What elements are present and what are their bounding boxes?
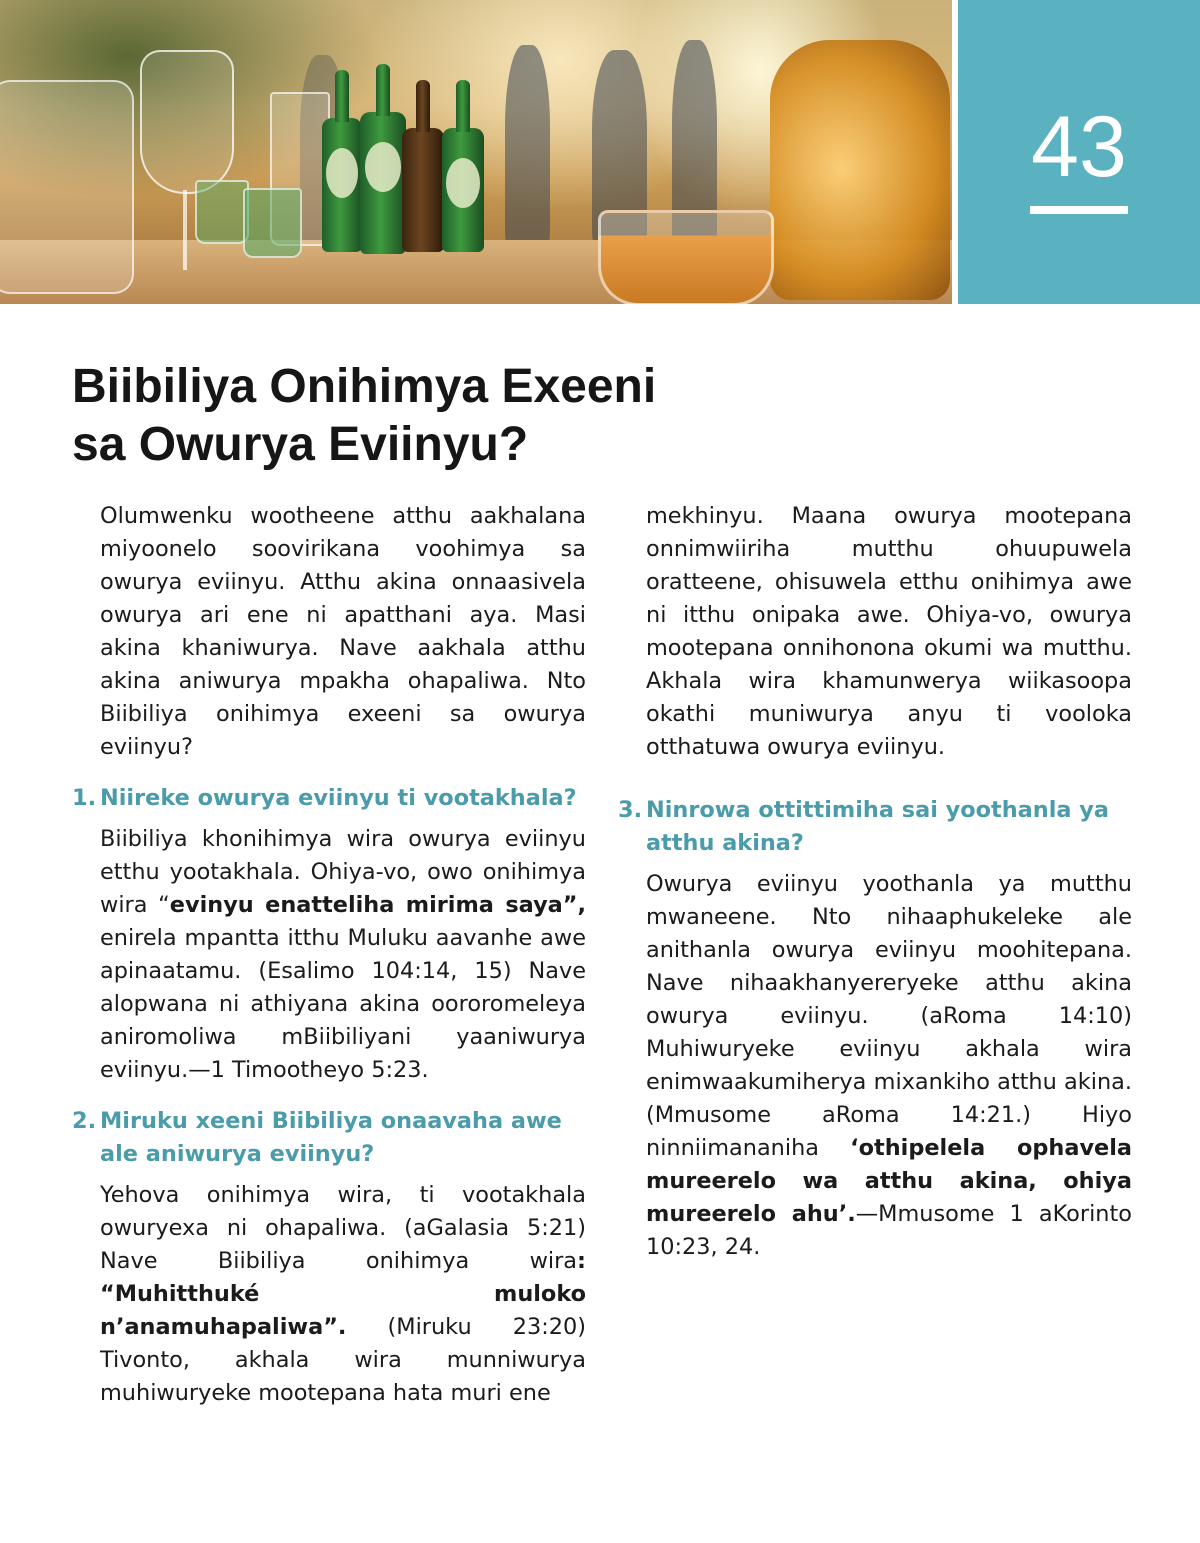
- answer-3-text-b: —Mmusome 1 aKorinto 10:23, 24.: [646, 1201, 1132, 1260]
- question-2-text: Miruku xeeni Biibiliya onaavaha awe ale aniwurya eviinyu?: [100, 1108, 562, 1167]
- photo-bottle: [322, 118, 362, 252]
- question-3: [618, 794, 1132, 860]
- page-title-line-2: sa Owurya Eviinyu?: [72, 418, 529, 471]
- answer-2-text-b: (Miruku 23:20) Tivonto, akhala wira munniwurya muhiwuryeke mootepana hata muri ene: [100, 1314, 586, 1406]
- answer-2-text-a: Yehova onihimya wira, ti vootakhala owuryexa ni ohapaliwa. (aGalasia 5:21) Nave Biibiliya onihimya wira: [100, 1182, 586, 1274]
- question-3-number: 3.: [618, 797, 643, 823]
- answer-2-paragraph: [100, 1179, 586, 1410]
- photo-wine-glass: [140, 50, 234, 194]
- photo-amber-bottle: [770, 40, 950, 300]
- answer-2-continued: mekhinyu. Maana owurya mootepana onnimwiiriha mutthu ohuupuwela oratteene, ohisuwela etthu onihimya awe ni itthu onipaka awe. Ohiya-vo, owurya mootepana onnihonona okumi wa mutthu. Akhala wira khamunwerya wiikasoopa okathi muniwurya anyu ti vooloka otthatuwa owurya eviinyu.: [646, 503, 1132, 760]
- question-2-number: 2.: [72, 1108, 97, 1134]
- page-title: [72, 358, 872, 474]
- photo-bottle: [360, 112, 406, 254]
- photo-ice-jar: [0, 80, 134, 294]
- photo-bottle: [442, 128, 484, 252]
- intro-paragraph: Olumwenku wootheene atthu aakhalana miyoonelo soovirikana voohimya sa owurya eviinyu. Atthu akina onnaasivela owurya ari ene ni apatthani aya. Masi akina khaniwurya. Nave aakhala atthu akina aniwurya mpakha ohapaliwa. Nto Biibiliya onihimya exeeni sa owurya eviinyu?: [100, 503, 586, 760]
- lesson-number-underline: [1030, 206, 1128, 214]
- answer-3-text-a: Owurya eviinyu yoothanla ya mutthu mwaneene. Nto nihaaphukeleke ale anithanla owurya eviinyu moohitepana. Nave nihaakhanyereryeke atthu akina owurya eviinyu. (aRoma 14:10) Muhiwuryeke eviinyu akhala wira enimwaakumiherya mixankiho atthu akina. (Mmusome aRoma 14:21.) Hiyo ninniimananiha: [646, 871, 1132, 1161]
- answer-1-text-a: Biibiliya khonihimya wira owurya eviinyu etthu yootakhala. Ohiya-vo, owo onihimya wira “: [100, 826, 586, 918]
- answer-3-quote: ‘othipelela ophavela mureerelo wa atthu akina, ohiya mureerelo ahu’.: [646, 1135, 1133, 1227]
- right-column: [618, 500, 1132, 1282]
- photo-beer-glass: [598, 210, 774, 304]
- question-2: [72, 1105, 586, 1171]
- answer-3-paragraph: [646, 868, 1132, 1264]
- photo-green-glass: [195, 180, 249, 244]
- lesson-number-tab: [958, 0, 1200, 304]
- photo-person: [505, 45, 550, 250]
- header-photo: [0, 0, 952, 304]
- photo-green-glass: [243, 188, 302, 258]
- lesson-number: 43: [1031, 99, 1127, 195]
- photo-bottle: [402, 128, 444, 252]
- question-1-text: Niireke owurya eviinyu ti vootakhala?: [100, 785, 577, 811]
- left-column: [72, 500, 586, 1410]
- answer-1-text-b: enirela mpantta itthu Muluku aavanhe awe apinaatamu. (Esalimo 104:14, 15) Nave alopwana ni athiyana akina oororomeleya aniromoliwa mBiibiliyani yaaniwurya eviinyu.—1 Timootheyo 5:23.: [100, 925, 586, 1083]
- question-1: [72, 782, 586, 815]
- answer-2-quote: : “Muhitthuké muloko n’anamuhapaliwa”.: [100, 1248, 586, 1340]
- answer-1-quote: evinyu enatteliha mirima saya”,: [169, 892, 586, 918]
- photo-wine-glass-stem: [183, 190, 187, 270]
- page-title-line-1: Biibiliya Onihimya Exeeni: [72, 360, 657, 413]
- question-3-text: Ninrowa ottittimiha sai yoothanla ya atthu akina?: [646, 797, 1110, 856]
- answer-1-paragraph: [100, 823, 586, 1087]
- question-1-number: 1.: [72, 785, 97, 811]
